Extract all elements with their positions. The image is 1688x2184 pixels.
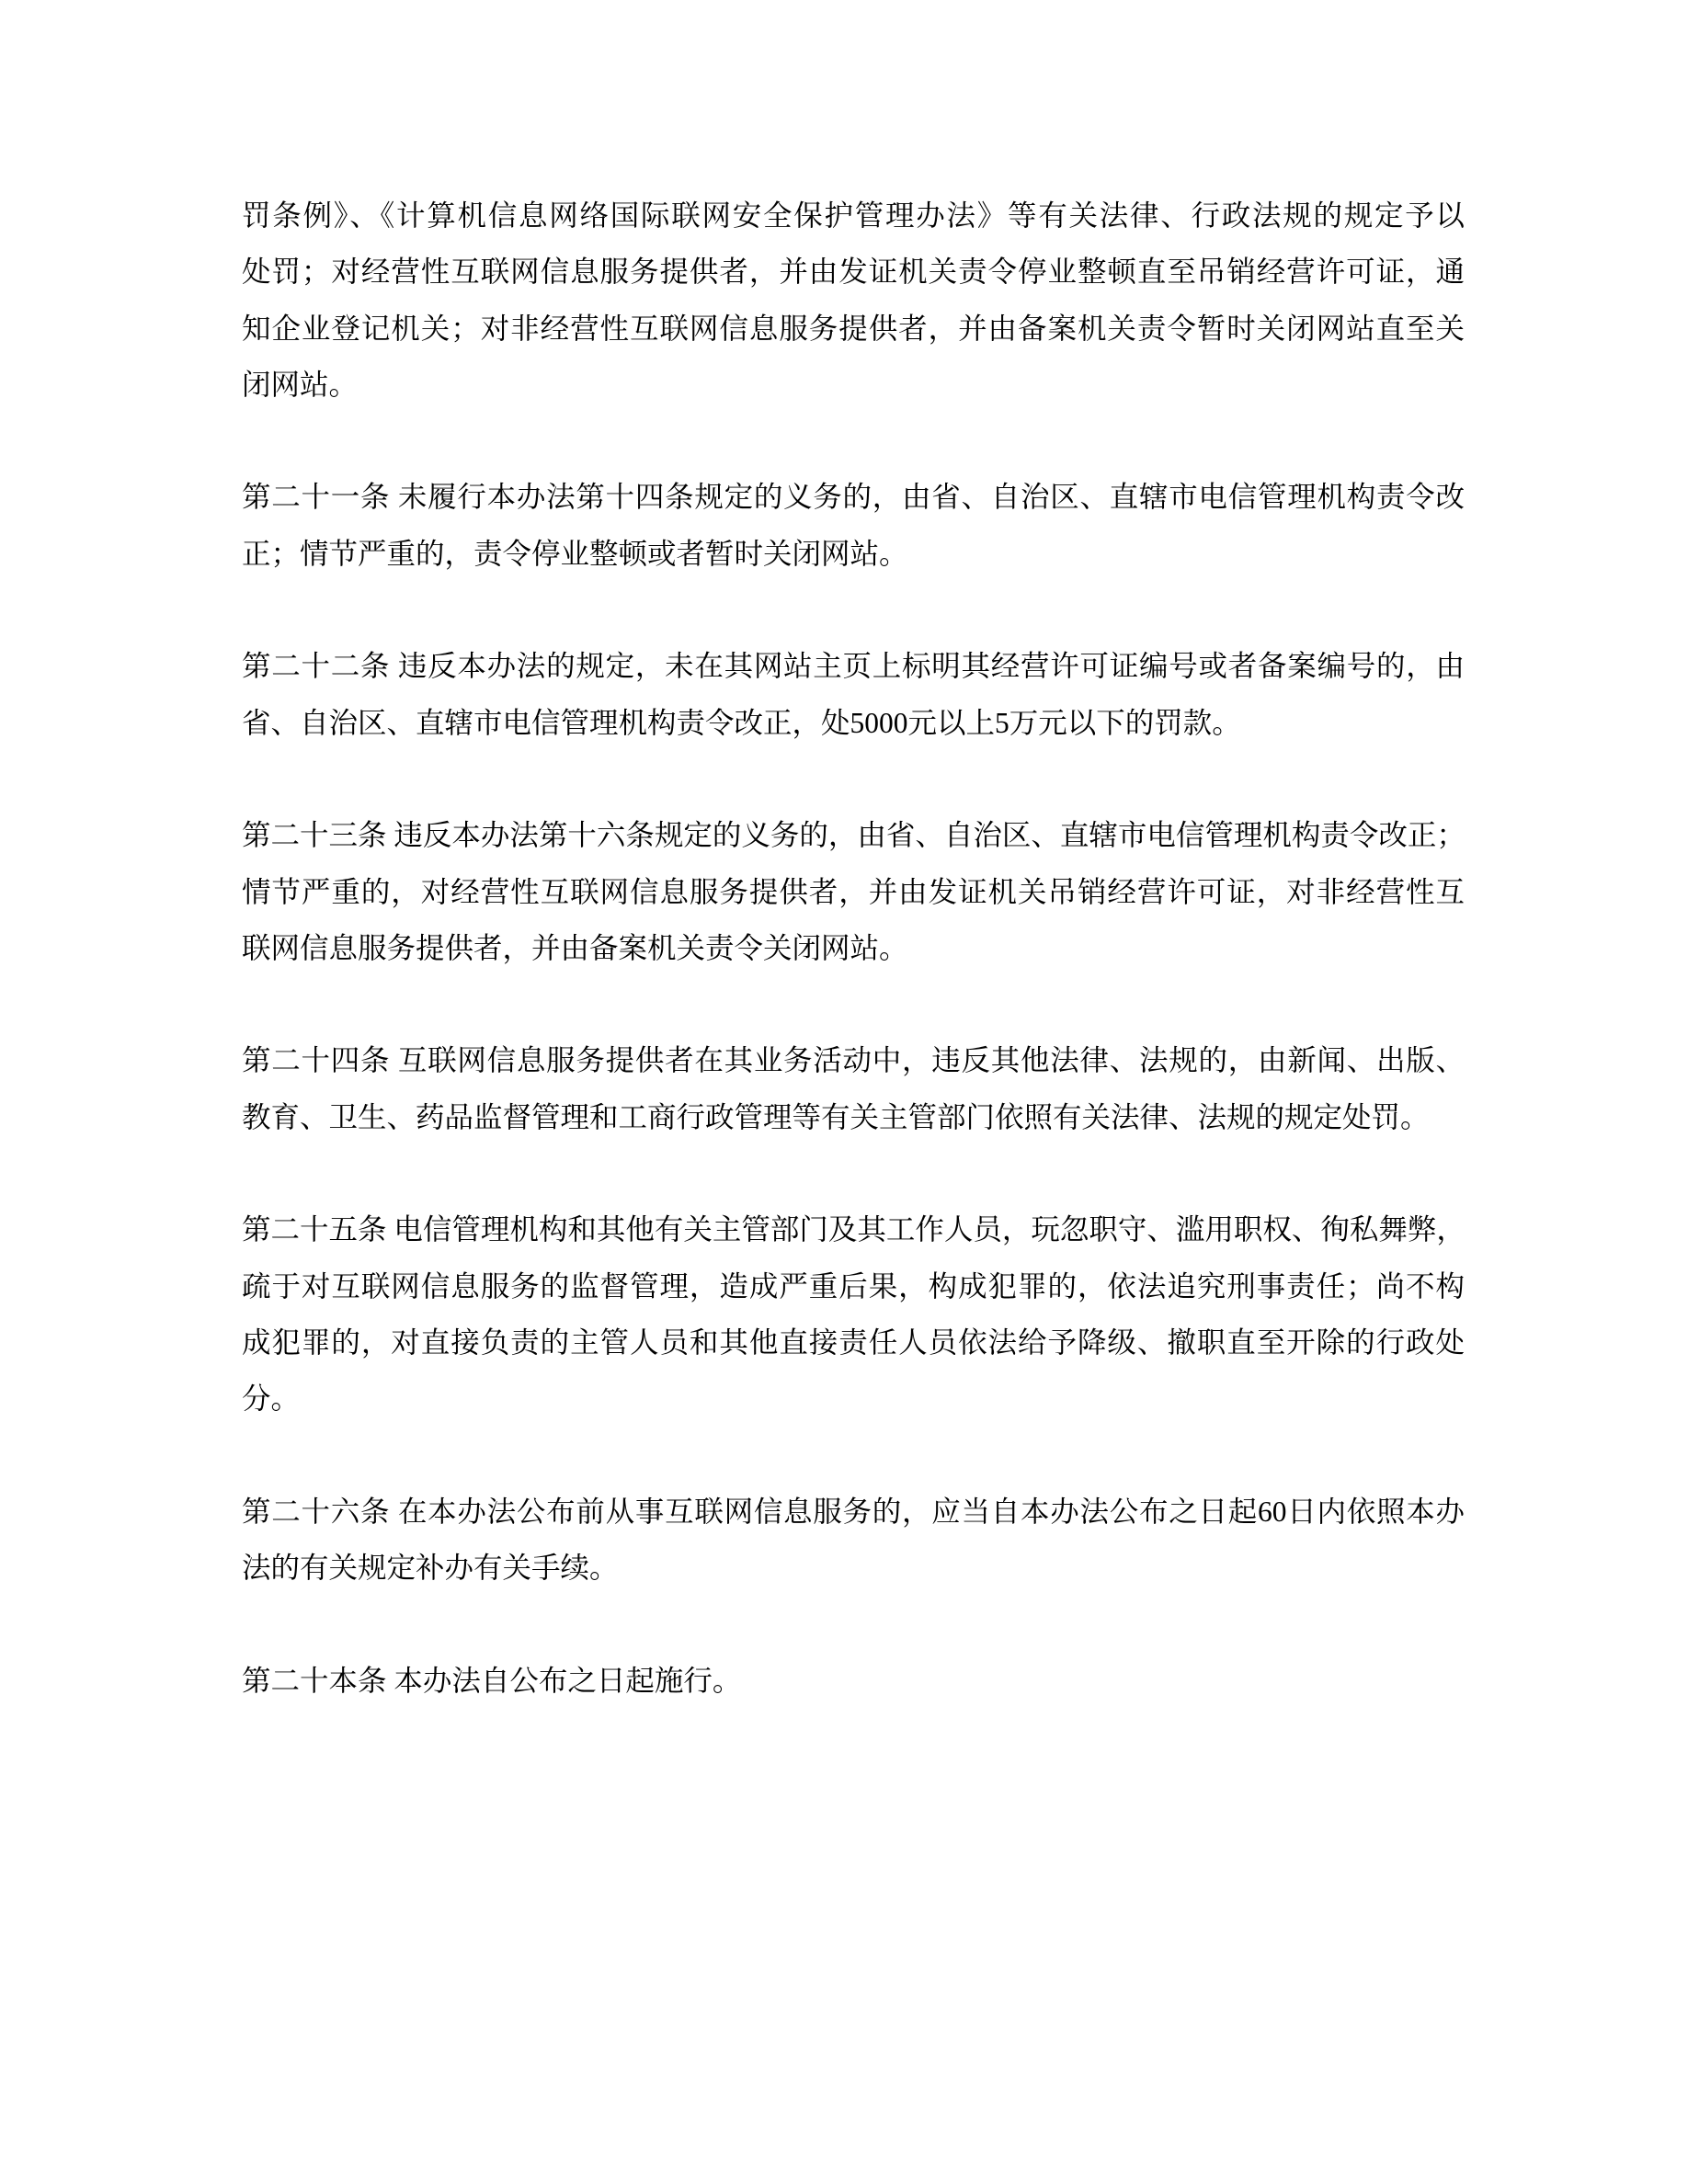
para-article-22 (242, 638, 1465, 751)
para-continuation (242, 188, 1465, 413)
text-line: 罚条例》、《计算机信息网络国际联网安全保护管理办法》等有关法律、行政法规的规定予以 (242, 199, 1465, 232)
text-line: 疏于对互联网信息服务的监督管理，造成严重后果，构成犯罪的，依法追究刑事责任；尚不构 (242, 1269, 1465, 1302)
text-line: 成犯罪的，对直接负责的主管人员和其他直接责任人员依法给予降级、撤职直至开除的行政处 (242, 1325, 1465, 1359)
text-line: 联网信息服务提供者，并由备案机关责令关闭网站。 (242, 931, 908, 964)
para-article-26 (242, 1484, 1465, 1597)
text-line: 第二十五条 电信管理机构和其他有关主管部门及其工作人员，玩忽职守、滥用职权、徇私舞弊， (242, 1213, 1466, 1246)
text-line: 第二十六条 在本办法公布前从事互联网信息服务的，应当自本办法公布之日起60日内依照本办 (242, 1495, 1465, 1528)
para-article-25 (242, 1201, 1465, 1427)
text-line: 知企业登记机关；对非经营性互联网信息服务提供者，并由备案机关责令暂时关闭网站直至关 (242, 312, 1465, 345)
para-article-23 (242, 807, 1465, 976)
text-line: 第二十三条 违反本办法第十六条规定的义务的，由省、自治区、直辖市电信管理机构责令改正； (242, 819, 1466, 852)
text-line: 正；情节严重的，责令停业整顿或者暂时关闭网站。 (242, 537, 908, 570)
text-line: 分。 (242, 1382, 301, 1416)
text-line: 情节严重的，对经营性互联网信息服务提供者，并由发证机关吊销经营许可证，对非经营性互 (242, 875, 1465, 908)
text-line: 第二十四条 互联网信息服务提供者在其业务活动中，违反其他法律、法规的，由新闻、出版、 (242, 1044, 1465, 1077)
para-article-final (242, 1653, 1465, 1709)
text-line: 第二十一条 未履行本办法第十四条规定的义务的，由省、自治区、直辖市电信管理机构责令改 (242, 481, 1465, 514)
text-line: 教育、卫生、药品监督管理和工商行政管理等有关主管部门依照有关法律、法规的规定处罚。 (242, 1100, 1430, 1133)
text-line: 第二十本条 本办法自公布之日起施行。 (242, 1664, 742, 1697)
text-line: 处罚；对经营性互联网信息服务提供者，并由发证机关责令停业整顿直至吊销经营许可证，通 (242, 256, 1465, 289)
text-line: 法的有关规定补办有关手续。 (242, 1552, 619, 1585)
para-article-21 (242, 469, 1465, 582)
text-line: 第二十二条 违反本办法的规定，未在其网站主页上标明其经营许可证编号或者备案编号的，由 (242, 650, 1465, 683)
para-article-24 (242, 1032, 1465, 1145)
text-line: 闭网站。 (242, 368, 359, 401)
text-line: 省、自治区、直辖市电信管理机构责令改正，处5000元以上5万元以下的罚款。 (242, 706, 1241, 739)
document-text-block (242, 188, 1465, 1765)
